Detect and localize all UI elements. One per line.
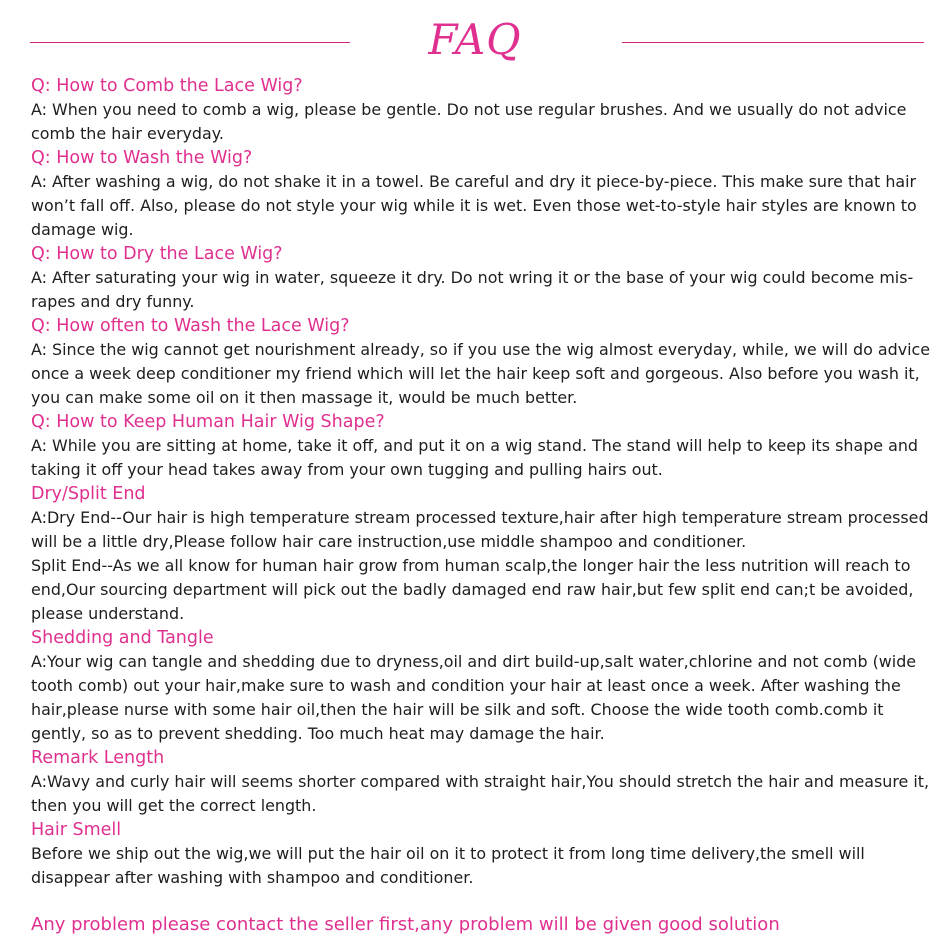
- faq-question: Q: How to Dry the Lace Wig?: [31, 244, 283, 264]
- faq-question: Q: How to Comb the Lace Wig?: [31, 76, 303, 96]
- faq-item-shape: [31, 410, 936, 482]
- faq-item-wash-frequency: [31, 314, 936, 410]
- faq-answer: A: When you need to comb a wig, please be gentle. Do not use regular brushes. And we usually do not advice comb the hair everyday.: [31, 100, 907, 143]
- faq-item-comb: [31, 74, 936, 146]
- faq-item-split-end: [31, 482, 936, 626]
- faq-question: Dry/Split End: [31, 484, 146, 504]
- faq-question: Hair Smell: [31, 820, 122, 840]
- header-rule-right: [622, 42, 924, 43]
- faq-list: [31, 74, 936, 890]
- faq-answer: A:Wavy and curly hair will seems shorter compared with straight hair,You should stretch the hair and measure it, then you will get the correct length.: [31, 772, 930, 815]
- faq-answer: Split End--As we all know for human hair grow from human scalp,the longer hair the less nutrition will reach to end,Our sourcing department will pick out the badly damaged end raw hair,but few split end can;t be avoided, please understand.: [31, 556, 914, 623]
- faq-answer: Before we ship out the wig,we will put the hair oil on it to protect it from long time delivery,the smell will disappear after washing with shampoo and conditioner.: [31, 844, 865, 887]
- faq-item-wash: [31, 146, 936, 242]
- faq-item-length: [31, 746, 936, 818]
- faq-question: Remark Length: [31, 748, 165, 768]
- faq-question: Shedding and Tangle: [31, 628, 214, 648]
- footer-note: Any problem please contact the seller first,any problem will be given good solution: [31, 914, 780, 935]
- faq-item-dry: [31, 242, 936, 314]
- page-title: FAQ: [428, 15, 522, 64]
- faq-question: Q: How to Keep Human Hair Wig Shape?: [31, 412, 385, 432]
- faq-item-shedding: [31, 626, 936, 746]
- faq-item-smell: [31, 818, 936, 890]
- faq-answer: A: After saturating your wig in water, squeeze it dry. Do not wring it or the base of your wig could become mis-rapes and dry funny.: [31, 268, 914, 311]
- faq-answer: A: After washing a wig, do not shake it in a towel. Be careful and dry it piece-by-piece. This make sure that hair won’t fall off. Also, please do not style your wig while it is wet. Even those wet-to-style hair styles are known to damage wig.: [31, 172, 917, 239]
- faq-answer: A: Since the wig cannot get nourishment already, so if you use the wig almost everyday, while, we will do advice once a week deep conditioner my friend which will let the hair keep soft and gorgeous. Also before you wash it, you can make some oil on it then massage it, would be much better.: [31, 340, 931, 407]
- faq-question: Q: How to Wash the Wig?: [31, 148, 253, 168]
- faq-header: [0, 0, 950, 80]
- faq-answer: A:Dry End--Our hair is high temperature stream processed texture,hair after high temperature stream processed will be a little dry,Please follow hair care instruction,use middle shampoo and conditioner.: [31, 508, 929, 551]
- faq-answer: A: While you are sitting at home, take it off, and put it on a wig stand. The stand will help to keep its shape and taking it off your head takes away from your own tugging and pulling hairs out.: [31, 436, 919, 479]
- faq-question: Q: How often to Wash the Lace Wig?: [31, 316, 350, 336]
- faq-answer: A:Your wig can tangle and shedding due to dryness,oil and dirt build-up,salt water,chlorine and not comb (wide tooth comb) out your hair,make sure to wash and condition your hair at least once a week. After washing the hair,please nurse with some hair oil,then the hair will be silk and soft. Choose the wide tooth comb.comb it gently, so as to prevent shedding. Too much heat may damage the hair.: [31, 652, 917, 743]
